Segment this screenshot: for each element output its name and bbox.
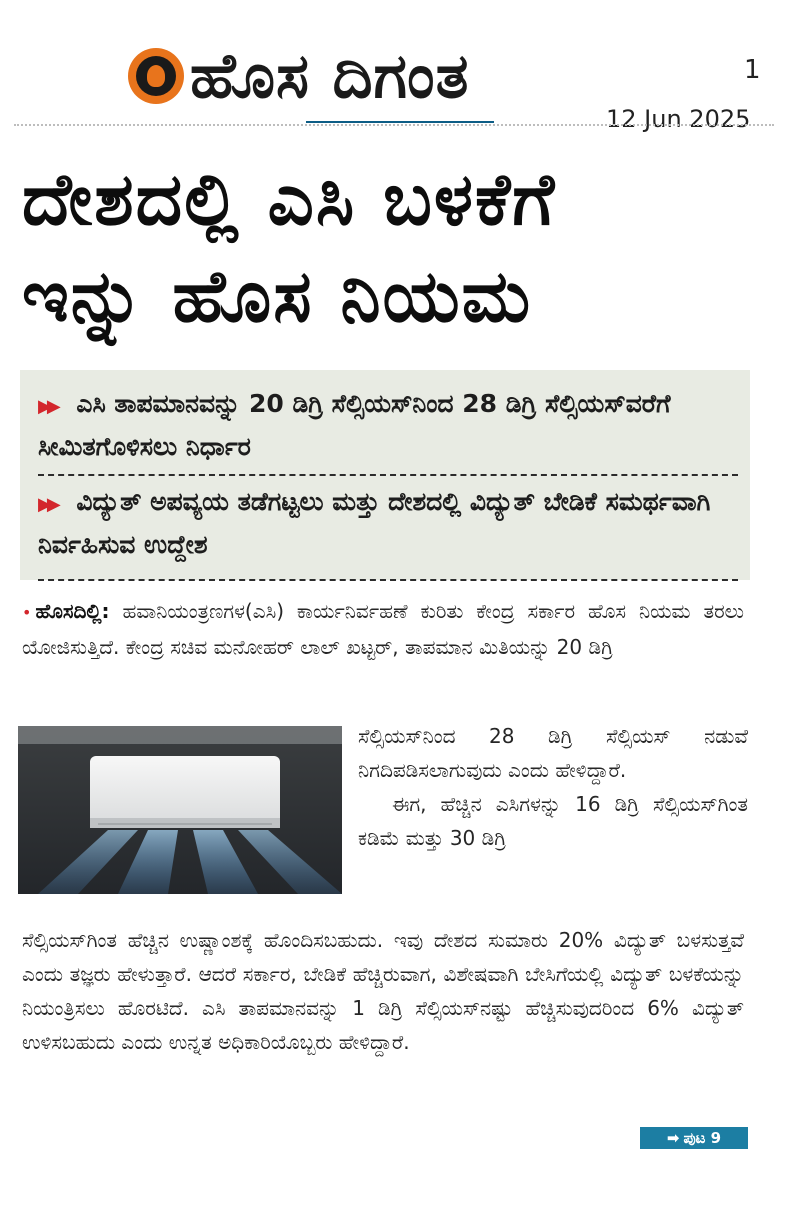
body-paragraph-intro	[22, 594, 744, 664]
continued-on-page-tag[interactable]	[640, 1127, 748, 1149]
masthead-divider	[14, 124, 774, 126]
highlight-text: ಎಸಿ ತಾಪಮಾನವನ್ನು 20 ಡಿಗ್ರಿ ಸೆಲ್ಸಿಯಸ್‌ನಿಂದ 28 ಡಿಗ್ರಿ ಸೆಲ್ಸಿಯಸ್‌ವರೆಗೆ ಸೀಮಿತಗೊಳಿಸಲು ನಿರ್ಧಾರ	[38, 389, 671, 461]
double-arrow-icon: ▶▶	[38, 494, 56, 515]
issue-date: 12 Jun 2025	[606, 105, 751, 133]
masthead	[128, 40, 469, 112]
masthead-rule	[306, 121, 494, 123]
page-number: 1	[744, 55, 761, 85]
highlights-box	[20, 370, 750, 580]
body-text: ಸೆಲ್ಸಿಯಸ್‌ನಿಂದ 28 ಡಿಗ್ರಿ ಸೆಲ್ಸಿಯಸ್ ನಡುವೆ ನಿಗದಿಪಡಿಸಲಾಗುವುದು ಎಂದು ಹೇಳಿದ್ದಾರೆ.	[358, 724, 748, 782]
highlight-item	[38, 384, 738, 467]
paper-name: ಹೊಸ ದಿಗಂತ	[190, 39, 470, 112]
red-bullet-icon: •	[22, 603, 32, 622]
double-arrow-icon: ▶▶	[38, 396, 56, 417]
highlight-item	[38, 482, 738, 565]
arrow-right-icon: ➡	[666, 1129, 680, 1147]
air-conditioner-photo	[18, 726, 342, 894]
headline	[22, 150, 757, 344]
lotus-logo-icon	[128, 48, 184, 104]
continued-page-label: ಪುಟ 9	[683, 1129, 722, 1147]
headline-line-1: ದೇಶದಲ್ಲಿ ಎಸಿ ಬಳಕೆಗೆ	[22, 156, 557, 241]
highlight-bottom-divider	[38, 579, 738, 581]
highlight-divider	[38, 474, 738, 476]
highlight-text: ವಿದ್ಯುತ್ ಅಪವ್ಯಯ ತಡೆಗಟ್ಟಲು ಮತ್ತು ದೇಶದಲ್ಲಿ ವಿದ್ಯುತ್ ಬೇಡಿಕೆ ಸಮರ್ಥವಾಗಿ ನಿರ್ವಹಿಸುವ ಉದ್ದೇಶ	[38, 487, 711, 559]
body-text: ಈಗ, ಹೆಚ್ಚಿನ ಎಸಿಗಳನ್ನು 16 ಡಿಗ್ರಿ ಸೆಲ್ಸಿಯಸ್‌ಗಿಂತ ಕಡಿಮೆ ಮತ್ತು 30 ಡಿಗ್ರಿ	[358, 792, 748, 850]
dateline: ಹೊಸದಿಲ್ಲಿ:	[35, 599, 110, 623]
body-text: ಹವಾನಿಯಂತ್ರಣಗಳ(ಎಸಿ) ಕಾರ್ಯನಿರ್ವಹಣೆ ಕುರಿತು ಕೇಂದ್ರ ಸರ್ಕಾರ ಹೊಸ ನಿಯಮ ತರಲು ಯೋಜಿಸುತ್ತಿದೆ. ಕೇಂದ್ರ ಸಚಿವ ಮನೋಹರ್ ಲಾಲ್ ಖಟ್ಟರ್, ತಾಪಮಾನ ಮಿತಿಯನ್ನು 20 ಡಿಗ್ರಿ	[22, 599, 744, 659]
headline-line-2: ಇನ್ನು ಹೊಸ ನಿಯಮ	[22, 253, 533, 338]
body-paragraph-right	[358, 719, 748, 855]
body-text: ಸೆಲ್ಸಿಯಸ್‌ಗಿಂತ ಹೆಚ್ಚಿನ ಉಷ್ಣಾಂಶಕ್ಕೆ ಹೊಂದಿಸಬಹುದು. ಇವು ದೇಶದ ಸುಮಾರು 20% ವಿದ್ಯುತ್ ಬಳಸುತ್ತವೆ ಎಂದು ತಜ್ಞರು ಹೇಳುತ್ತಾರೆ. ಆದರೆ ಸರ್ಕಾರ, ಬೇಡಿಕೆ ಹೆಚ್ಚಿರುವಾಗ, ವಿಶೇಷವಾಗಿ ಬೇಸಿಗೆಯಲ್ಲಿ ವಿದ್ಯುತ್ ಬಳಕೆಯನ್ನು ನಿಯಂತ್ರಿಸಲು ಹೊರಟಿದೆ. ಎಸಿ ತಾಪಮಾನವನ್ನು 1 ಡಿಗ್ರಿ ಸೆಲ್ಸಿಯಸ್‌ನಷ್ಟು ಹೆಚ್ಚಿಸುವುದರಿಂದ 6% ವಿದ್ಯುತ್ ಉಳಿಸಬಹುದು ಎಂದು ಉನ್ನತ ಅಧಿಕಾರಿಯೊಬ್ಬರು ಹೇಳಿದ್ದಾರೆ.	[22, 928, 744, 1054]
body-paragraph-bottom	[22, 923, 744, 1059]
